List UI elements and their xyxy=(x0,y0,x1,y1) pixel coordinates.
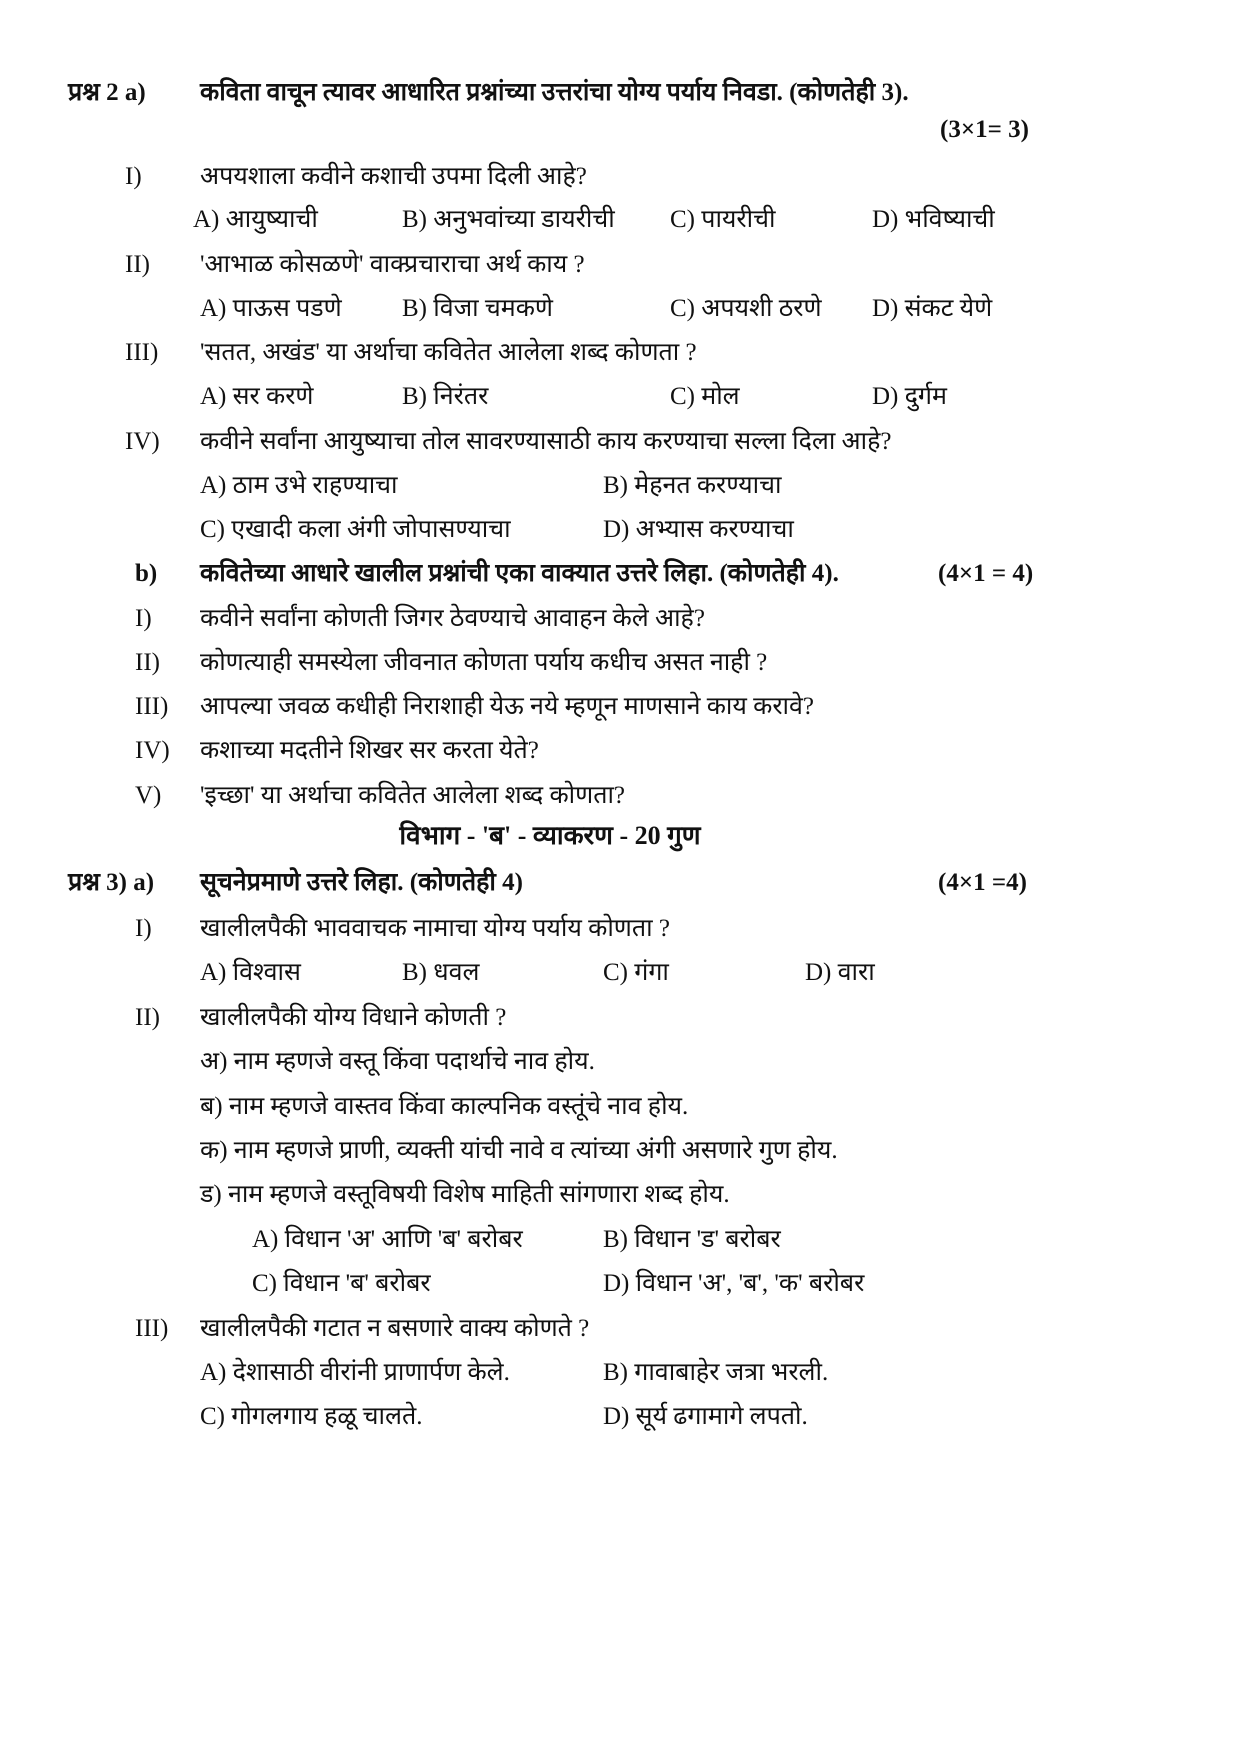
question-label: b) xyxy=(135,560,158,587)
statement: अ) नाम म्हणजे वस्तू किंवा पदार्थाचे नाव होय. xyxy=(200,1048,595,1075)
option-a: A) पाऊस पडणे xyxy=(200,295,342,322)
option-d: D) भविष्याची xyxy=(872,206,995,233)
question-number: IV) xyxy=(125,428,160,455)
question-text: कवीने सर्वांना आयुष्याचा तोल सावरण्यासाठी काय करण्याचा सल्ला दिला आहे? xyxy=(200,428,892,455)
question-number: V) xyxy=(135,782,162,809)
question-text: कवीने सर्वांना कोणती जिगर ठेवण्याचे आवाहन केले आहे? xyxy=(200,605,705,632)
marks: (4×1 = 4) xyxy=(938,560,1034,587)
option-d: D) संकट येणे xyxy=(872,295,993,322)
option-c: C) गंगा xyxy=(603,959,669,986)
question-number: I) xyxy=(125,163,142,190)
question-instruction: कवितेच्या आधारे खालील प्रश्नांची एका वाक्यात उत्तरे लिहा. (कोणतेही 4). xyxy=(200,560,839,587)
question-label: प्रश्न 2 a) xyxy=(68,79,146,106)
option-d: D) विधान 'अ', 'ब', 'क' बरोबर xyxy=(603,1270,865,1297)
question-instruction: कविता वाचून त्यावर आधारित प्रश्नांच्या उत्तरांचा योग्य पर्याय निवडा. (कोणतेही 3). xyxy=(200,79,909,106)
option-a: A) देशासाठी वीरांनी प्राणार्पण केले. xyxy=(200,1359,510,1386)
option-c: C) गोगलगाय हळू चालते. xyxy=(200,1403,423,1430)
marks: (3×1= 3) xyxy=(940,116,1029,143)
option-a: A) विधान 'अ' आणि 'ब' बरोबर xyxy=(252,1226,523,1253)
option-a: A) ठाम उभे राहण्याचा xyxy=(200,472,398,499)
option-b: B) विजा चमकणे xyxy=(402,295,554,322)
statement: ब) नाम म्हणजे वास्तव किंवा काल्पनिक वस्तूंचे नाव होय. xyxy=(200,1093,689,1120)
question-text: 'आभाळ कोसळणे' वाक्प्रचाराचा अर्थ काय ? xyxy=(200,251,585,278)
option-d: D) वारा xyxy=(805,959,875,986)
statement: क) नाम म्हणजे प्राणी, व्यक्ती यांची नावे व त्यांच्या अंगी असणारे गुण होय. xyxy=(200,1137,838,1164)
question-text: खालीलपैकी योग्य विधाने कोणती ? xyxy=(200,1004,507,1031)
option-c: C) मोल xyxy=(670,383,740,410)
question-text: कोणत्याही समस्येला जीवनात कोणता पर्याय कधीच असत नाही ? xyxy=(200,649,768,676)
question-text: खालीलपैकी गटात न बसणारे वाक्य कोणते ? xyxy=(200,1315,590,1342)
section-title: विभाग - 'ब' - व्याकरण - 20 गुण xyxy=(399,821,701,850)
question-number: I) xyxy=(135,915,152,942)
question-number: III) xyxy=(135,1315,169,1342)
option-b: B) गावाबाहेर जत्रा भरली. xyxy=(603,1359,829,1386)
option-a: A) सर करणे xyxy=(200,383,314,410)
question-text: अपयशाला कवीने कशाची उपमा दिली आहे? xyxy=(200,163,587,190)
option-c: C) पायरीची xyxy=(670,206,776,233)
option-a: A) आयुष्याची xyxy=(193,206,318,233)
question-instruction: सूचनेप्रमाणे उत्तरे लिहा. (कोणतेही 4) xyxy=(200,869,523,896)
question-number: II) xyxy=(135,649,160,676)
question-number: III) xyxy=(135,693,169,720)
option-b: B) विधान 'ड' बरोबर xyxy=(603,1226,781,1253)
option-b: B) अनुभवांच्या डायरीची xyxy=(402,206,615,233)
question-label: प्रश्न 3) a) xyxy=(68,869,155,896)
question-number: III) xyxy=(125,339,159,366)
question-text: आपल्या जवळ कधीही निराशाही येऊ नये म्हणून माणसाने काय करावे? xyxy=(200,693,815,720)
option-b: B) निरंतर xyxy=(402,383,489,410)
option-c: C) एखादी कला अंगी जोपासण्याचा xyxy=(200,516,511,543)
marks: (4×1 =4) xyxy=(938,869,1027,896)
question-number: II) xyxy=(135,1004,160,1031)
option-b: B) धवल xyxy=(402,959,480,986)
question-number: IV) xyxy=(135,737,170,764)
statement: ड) नाम म्हणजे वस्तूविषयी विशेष माहिती सांगणारा शब्द होय. xyxy=(200,1181,730,1208)
question-text: खालीलपैकी भाववाचक नामाचा योग्य पर्याय कोणता ? xyxy=(200,915,670,942)
option-c: C) विधान 'ब' बरोबर xyxy=(252,1270,431,1297)
option-a: A) विश्वास xyxy=(200,959,301,986)
question-text: कशाच्या मदतीने शिखर सर करता येते? xyxy=(200,737,539,764)
question-text: 'इच्छा' या अर्थाचा कवितेत आलेला शब्द कोणता? xyxy=(200,782,626,809)
option-d: D) अभ्यास करण्याचा xyxy=(603,516,794,543)
option-b: B) मेहनत करण्याचा xyxy=(603,472,782,499)
option-d: D) सूर्य ढगामागे लपतो. xyxy=(603,1403,808,1430)
option-d: D) दुर्गम xyxy=(872,383,947,410)
question-number: II) xyxy=(125,251,150,278)
option-c: C) अपयशी ठरणे xyxy=(670,295,822,322)
question-text: 'सतत, अखंड' या अर्थाचा कवितेत आलेला शब्द कोणता ? xyxy=(200,339,697,366)
question-number: I) xyxy=(135,605,152,632)
